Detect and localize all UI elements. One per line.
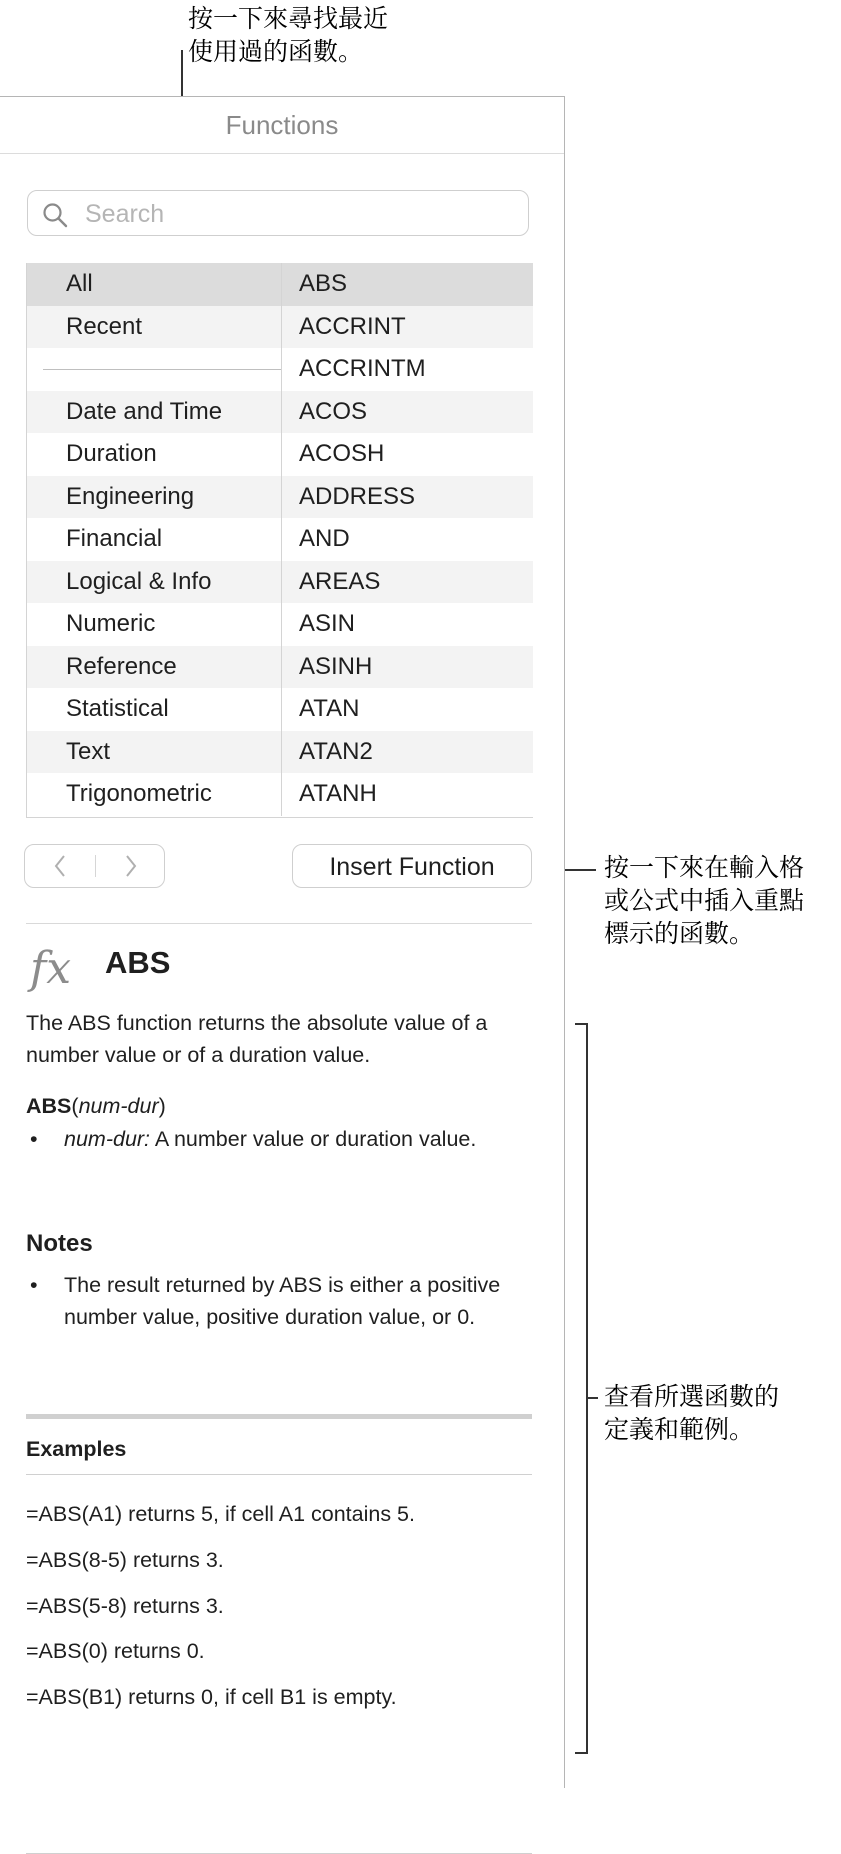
category-item[interactable]: Text: [27, 731, 281, 774]
insert-function-button[interactable]: Insert Function: [292, 844, 532, 888]
back-button[interactable]: [25, 845, 95, 887]
search-icon: [42, 202, 68, 228]
callout-insert: 按一下來在輸入格 或公式中插入重點 標示的函數。: [604, 853, 805, 948]
category-separator: [27, 348, 281, 391]
category-item[interactable]: All: [27, 263, 281, 306]
divider: [26, 923, 532, 924]
category-list: [27, 263, 281, 816]
function-item[interactable]: ASIN: [299, 610, 356, 637]
bracket-definition: [586, 1023, 588, 1754]
bracket-pointer: [586, 1397, 598, 1399]
category-item[interactable]: Date and Time: [27, 391, 281, 434]
category-item[interactable]: Statistical: [66, 695, 169, 722]
function-list: [281, 263, 533, 816]
bullet-icon: •: [30, 1127, 38, 1151]
category-item[interactable]: Logical & Info: [27, 561, 281, 604]
function-item[interactable]: ADDRESS: [282, 476, 533, 519]
function-item[interactable]: ACOSH: [299, 440, 385, 467]
category-item[interactable]: Reference: [27, 646, 281, 689]
function-item[interactable]: ACCRINT: [282, 306, 533, 349]
function-item[interactable]: AREAS: [282, 561, 533, 604]
example-line: =ABS(A1) returns 5, if cell A1 contains 5.: [26, 1502, 415, 1526]
function-description: The ABS function returns the absolute value of a number value or of a duration value.: [26, 1011, 488, 1067]
function-item[interactable]: ABS: [282, 263, 533, 306]
functions-panel: [0, 96, 565, 1788]
examples-rule: [26, 1474, 532, 1475]
svg-text:fx: fx: [30, 943, 72, 994]
fx-icon: [26, 937, 86, 997]
note-text: The result returned by ABS is either a positive number value, positive duration value, or 0.: [64, 1273, 501, 1329]
function-item[interactable]: AND: [299, 525, 350, 552]
history-nav: [24, 844, 165, 888]
notes-heading: Notes: [26, 1230, 93, 1257]
function-item[interactable]: ATANH: [299, 780, 377, 807]
arg-desc: A number value or duration value.: [154, 1127, 477, 1151]
syntax: ABS(num-dur): [26, 1094, 166, 1118]
bracket-top: [575, 1023, 588, 1025]
panel-title: Functions: [0, 97, 564, 154]
chevron-left-icon: [53, 854, 67, 878]
function-item[interactable]: ATAN: [299, 695, 360, 722]
bracket-bottom: [575, 1752, 588, 1754]
category-item[interactable]: Numeric: [66, 610, 156, 637]
example-line: =ABS(0) returns 0.: [26, 1639, 205, 1663]
example-line: =ABS(8-5) returns 3.: [26, 1548, 224, 1572]
callout-recent: 按一下來尋找最近 使用過的函數。: [188, 4, 389, 66]
search-box[interactable]: [27, 190, 529, 236]
example-line: =ABS(5-8) returns 3.: [26, 1594, 224, 1618]
syntax-args: num-dur: [78, 1094, 159, 1118]
category-item[interactable]: Duration: [66, 440, 157, 467]
function-name: ABS: [105, 945, 171, 980]
arg-name: num-dur:: [64, 1127, 151, 1151]
category-item[interactable]: Financial: [66, 525, 163, 552]
callout-definition: 查看所選函數的 定義和範例。: [604, 1382, 780, 1444]
function-browser: [26, 263, 533, 818]
function-item[interactable]: ACCRINTM: [299, 355, 426, 382]
chevron-right-icon: [124, 854, 138, 878]
category-item[interactable]: Engineering: [27, 476, 281, 519]
examples-divider: [26, 1414, 532, 1419]
function-item[interactable]: ATAN2: [282, 731, 533, 774]
examples-heading: Examples: [26, 1437, 127, 1461]
function-item[interactable]: ASINH: [282, 646, 533, 689]
bullet-icon: •: [30, 1273, 38, 1297]
forward-button[interactable]: [96, 845, 166, 887]
category-item[interactable]: Recent: [27, 306, 281, 349]
category-item[interactable]: Trigonometric: [66, 780, 212, 807]
syntax-name: ABS: [26, 1094, 72, 1118]
search-input[interactable]: [83, 195, 507, 233]
example-line: =ABS(B1) returns 0, if cell B1 is empty.: [26, 1685, 397, 1709]
function-item[interactable]: ACOS: [282, 391, 533, 434]
